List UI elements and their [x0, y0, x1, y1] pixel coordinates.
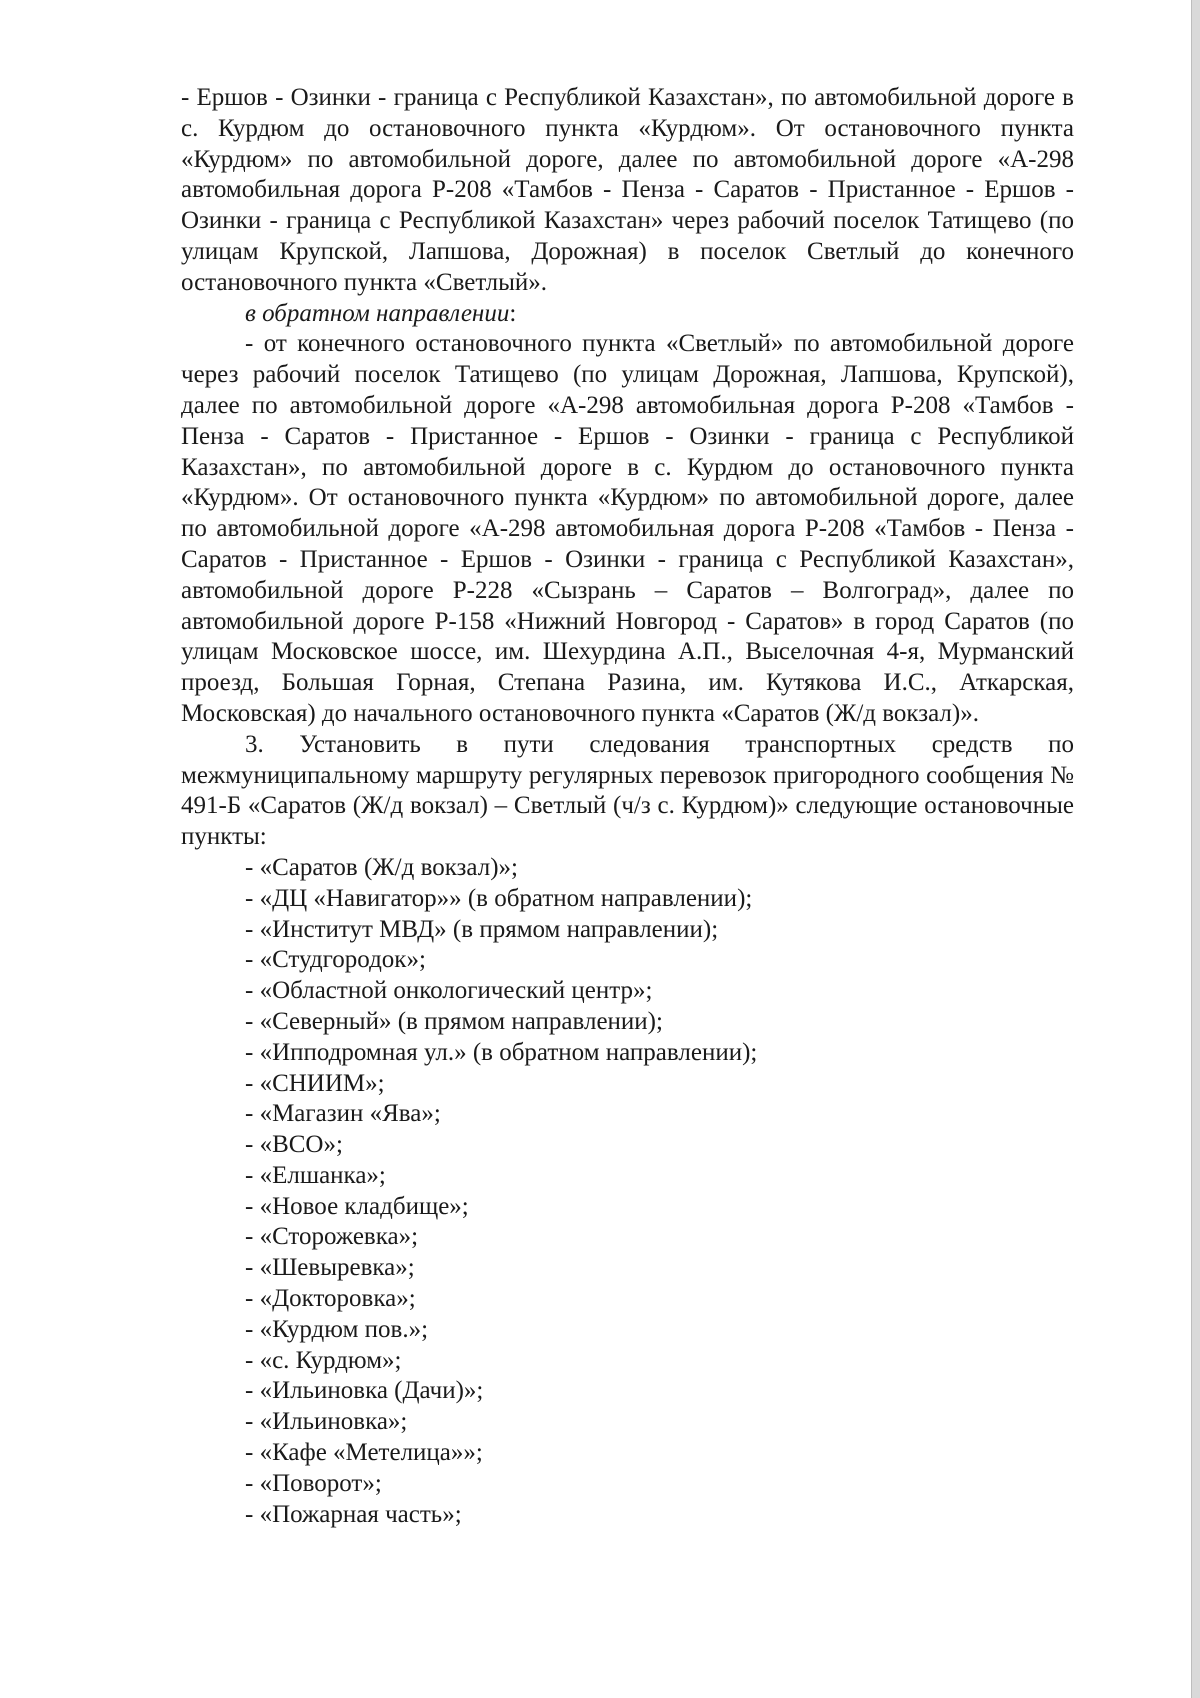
route-forward-paragraph: - Ершов - Озинки - граница с Республикой Казахстан», по автомобильной дороге в с. Курдюм до остановочного пункта «Курдюм». От остановочного пункта «Курдюм» по автомобильной дороге, далее по автомобильной дороге «А-298 автомобильная дорога Р-208 «Тамбов - Пенза - Саратов - Пристанное - Ершов - Озинки - граница с Республикой Казахстан» через рабочий поселок Татищево (по улицам Крупской, Лапшова, Дорожная) в поселок Светлый до конечного остановочного пункта «Светлый».	[181, 84, 1074, 296]
stop-item: - «Докторовка»;	[245, 1285, 416, 1313]
stop-item: - «с. Курдюм»;	[245, 1346, 402, 1374]
stop-item: - «ДЦ «Навигатор»» (в обратном направлении);	[245, 884, 753, 912]
stop-item: - «Елшанка»;	[245, 1161, 386, 1189]
stop-item: - «Студгородок»;	[245, 946, 426, 974]
stop-item: - «Поворот»;	[245, 1469, 382, 1497]
reverse-direction-heading-text: в обратном направлении	[245, 299, 510, 327]
stop-item: - «Пожарная часть»;	[245, 1500, 462, 1528]
reverse-direction-heading-colon: :	[509, 299, 517, 327]
stop-item: - «Шевыревка»;	[245, 1254, 415, 1282]
stop-item: - «Магазин «Ява»;	[245, 1100, 441, 1128]
stop-item: - «Саратов (Ж/д вокзал)»;	[245, 853, 518, 881]
stops-list	[181, 853, 1074, 1531]
stop-item: - «Северный» (в прямом направлении);	[245, 1007, 663, 1035]
stop-item: - «Ипподромная ул.» (в обратном направлении);	[245, 1038, 758, 1066]
scan-page-edge	[1191, 0, 1200, 1698]
stop-item: - «СНИИМ»;	[245, 1069, 385, 1097]
stop-item: - «Курдюм пов.»;	[245, 1315, 429, 1343]
stop-item: - «Кафе «Метелица»»;	[245, 1439, 483, 1467]
route-reverse-paragraph: - от конечного остановочного пункта «Светлый» по автомобильной дороге через рабочий поселок Татищево (по улицам Дорожная, Лапшова, Крупской), далее по автомобильной дороге «А-298 автомобильная дорога Р-208 «Тамбов - Пенза - Саратов - Пристанное - Ершов - Озинки - граница с Республикой Казахстан», по автомобильной дороге в с. Курдюм до остановочного пункта «Курдюм». От остановочного пункта «Курдюм» по автомобильной дороге, далее по автомобильной дороге «А-298 автомобильная дорога Р-208 «Тамбов - Пенза - Саратов - Пристанное - Ершов - Озинки - граница с Республикой Казахстан», автомобильной дороге Р-228 «Сызрань – Саратов – Волгоград», далее по автомобильной дороге Р-158 «Нижний Новгород - Саратов» в город Саратов (по улицам Московское шоссе, им. Шехурдина А.П., Выселочная 4-я, Мурманский проезд, Большая Горная, Степана Разина, им. Кутякова И.С., Аткарская, Московская) до начального остановочного пункта «Саратов (Ж/д вокзал)».	[181, 330, 1074, 727]
stop-item: - «ВСО»;	[245, 1131, 343, 1159]
stop-item: - «Ильиновка»;	[245, 1408, 408, 1436]
stops-clause-paragraph: 3. Установить в пути следования транспортных средств по межмуниципальному маршруту регулярных перевозок пригородного сообщения № 491-Б «Саратов (Ж/д вокзал) – Светлый (ч/з с. Курдюм)» следующие остановочные пункты:	[181, 730, 1074, 851]
reverse-direction-heading	[181, 299, 1074, 330]
stop-item: - «Областной онкологический центр»;	[245, 977, 653, 1005]
document-page	[181, 83, 1074, 1530]
stop-item: - «Сторожевка»;	[245, 1223, 419, 1251]
stop-item: - «Новое кладбище»;	[245, 1192, 469, 1220]
stop-item: - «Институт МВД» (в прямом направлении);	[245, 915, 719, 943]
stop-item: - «Ильиновка (Дачи)»;	[245, 1377, 484, 1405]
